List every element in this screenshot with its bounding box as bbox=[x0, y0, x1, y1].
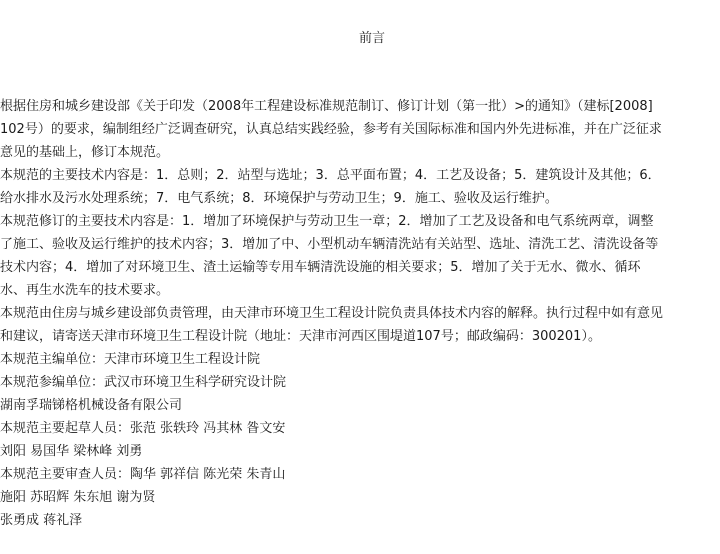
body-line: 102号）的要求，编制组经广泛调查研究，认真总结实践经验，参考有关国际标准和国内外先进标准，并在广泛征求 bbox=[0, 122, 662, 137]
page-title: 前言 bbox=[358, 31, 385, 46]
body-line: 意见的基础上，修订本规范。 bbox=[0, 145, 170, 160]
body-line: 根据住房和城乡建设部《关于印发（2008年工程建设标准规范制订、修订计划（第一批）>的通知》（建标[2008] bbox=[0, 99, 653, 114]
body-line: 本规范主要审查人员：陶华 郭祥信 陈光荣 朱青山 bbox=[0, 467, 286, 482]
body-line: 给水排水及污水处理系统；7．电气系统；8．环境保护与劳动卫生；9．施工、验收及运行维护。 bbox=[0, 191, 558, 206]
body-line: 和建议，请寄送天津市环境卫生工程设计院（地址：天津市河西区围堤道107号；邮政编码：300201）。 bbox=[0, 329, 601, 344]
body-line: 本规范主编单位：天津市环境卫生工程设计院 bbox=[0, 352, 261, 367]
body-line: 张勇成 蒋礼泽 bbox=[0, 513, 83, 528]
body-line: 本规范由住房与城乡建设部负责管理，由天津市环境卫生工程设计院负责具体技术内容的解释。执行过程中如有意见 bbox=[0, 306, 664, 321]
body-line: 本规范主要起草人员：张范 张轶玲 冯其林 昝文安 bbox=[0, 421, 286, 436]
body-line: 刘阳 易国华 梁林峰 刘勇 bbox=[0, 444, 143, 459]
body-line: 本规范参编单位：武汉市环境卫生科学研究设计院 bbox=[0, 375, 287, 390]
body-line: 本规范修订的主要技术内容是：1．增加了环境保护与劳动卫生一章；2．增加了工艺及设备和电气系统两章，调整 bbox=[0, 214, 654, 229]
body-line: 本规范的主要技术内容是：1．总则；2．站型与选址；3．总平面布置；4．工艺及设备；5．建筑设计及其他；6． bbox=[0, 168, 661, 183]
body-line: 了施工、验收及运行维护的技术内容；3．增加了中、小型机动车辆清洗站有关站型、选址、清洗工艺、清洗设备等 bbox=[0, 237, 659, 252]
body-line: 施阳 苏昭辉 朱东旭 谢为贤 bbox=[0, 490, 156, 505]
document-body bbox=[0, 95, 718, 532]
body-line: 水、再生水洗车的技术要求。 bbox=[0, 283, 170, 298]
body-line: 技术内容；4．增加了对环境卫生、渣土运输等专用车辆清洗设施的相关要求；5．增加了关于无水、微水、循环 bbox=[0, 260, 641, 275]
body-line: 湖南孚瑞锑格机械设备有限公司 bbox=[0, 398, 183, 413]
